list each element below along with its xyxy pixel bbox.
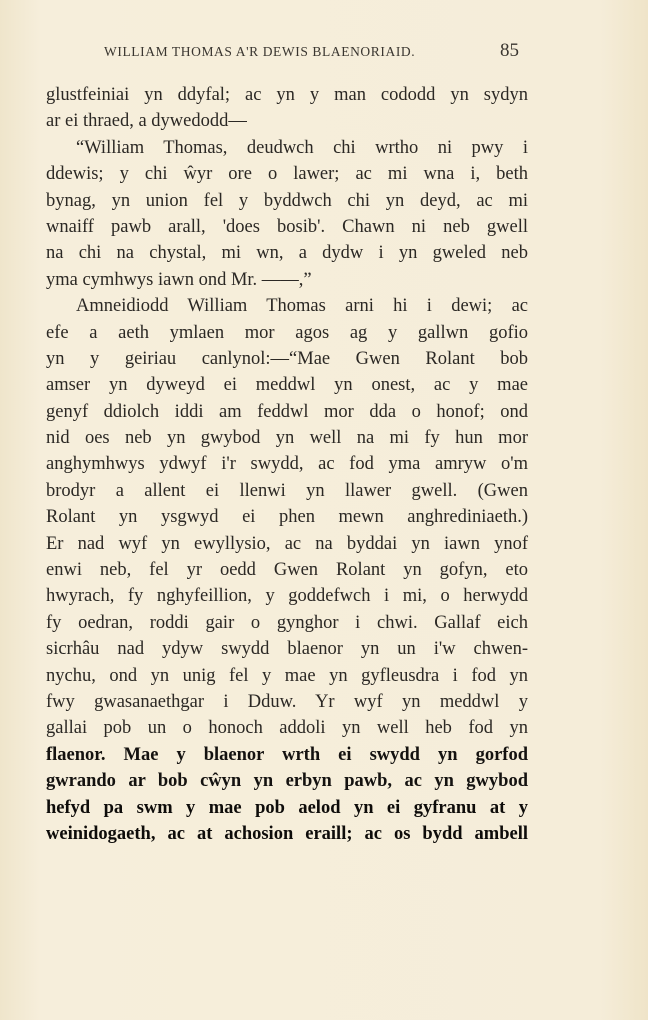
text-line: flaenor. Mae y blaenor wrth ei swydd yn gorfod [46, 744, 528, 765]
text-line: hefyd pa swm y mae pob aelod yn ei gyfranu at y [46, 797, 528, 818]
text-line: genyf ddiolch iddi am feddwl mor dda o honof; ond [46, 401, 528, 422]
text-line: hwyrach, fy nghyfeillion, y goddefwch i mi, o herwydd [46, 586, 528, 607]
text-line: Amneidiodd William Thomas arni hi i dewi; ac [76, 296, 528, 317]
text-line: yma cymhwys iawn ond Mr. ——,” [46, 269, 312, 290]
text-line: wnaiff pawb arall, 'does bosib'. Chawn ni neb gwell [46, 216, 528, 237]
text-line: gwrando ar bob cŵyn yn erbyn pawb, ac yn gwybod [46, 771, 528, 792]
text-line: anghymhwys ydwyf i'r swydd, ac fod yma amryw o'm [46, 454, 528, 475]
text-line: yn y geiriau canlynol:—“Mae Gwen Rolant bob [46, 348, 528, 369]
text-line: nid oes neb yn gwybod yn well na mi fy hun mor [46, 428, 528, 449]
text-line: ar ei thraed, a dywedodd— [46, 111, 247, 132]
text-line: enwi neb, fel yr oedd Gwen Rolant yn gofyn, eto [46, 560, 528, 581]
text-line: fwy gwasanaethgar i Dduw. Yr wyf yn meddwl y [46, 691, 528, 712]
page-number: 85 [500, 40, 519, 61]
text-line: fy oedran, roddi gair o gynghor i chwi. Gallaf eich [46, 612, 528, 633]
text-line: nychu, ond yn unig fel y mae yn gyfleusdra i fod yn [46, 665, 528, 686]
text-line: amser yn dyweyd ei meddwl yn onest, ac y mae [46, 375, 528, 396]
text-line: Er nad wyf yn ewyllysio, ac na byddai yn iawn ynof [46, 533, 528, 554]
text-line: weinidogaeth, ac at achosion eraill; ac os bydd ambell [46, 823, 528, 844]
text-line: brodyr a allent ei llenwi yn llawer gwell. (Gwen [46, 480, 528, 501]
text-line: glustfeiniai yn ddyfal; ac yn y man cododd yn sydyn [46, 85, 528, 105]
running-head: WILLIAM THOMAS A'R DEWIS BLAENORIAID. [104, 44, 416, 59]
body-text [46, 82, 528, 847]
text-line: “William Thomas, deudwch chi wrtho ni pwy i [76, 137, 528, 158]
text-line: Rolant yn ysgwyd ei phen mewn anghrediniaeth.) [46, 507, 528, 528]
text-line: na chi na chystal, mi wn, a dydw i yn gweled neb [46, 243, 528, 264]
text-line: ddewis; y chi ŵyr ore o lawer; ac mi wna i, beth [46, 164, 528, 185]
text-line: bynag, yn union fel y byddwch chi yn deyd, ac mi [46, 190, 528, 211]
text-line: efe a aeth ymlaen mor agos ag y gallwn gofio [46, 322, 528, 343]
text-line: sicrhâu nad ydyw swydd blaenor yn un i'w chwen- [46, 639, 528, 660]
text-line: gallai pob un o honoch addoli yn well heb fod yn [46, 718, 528, 739]
